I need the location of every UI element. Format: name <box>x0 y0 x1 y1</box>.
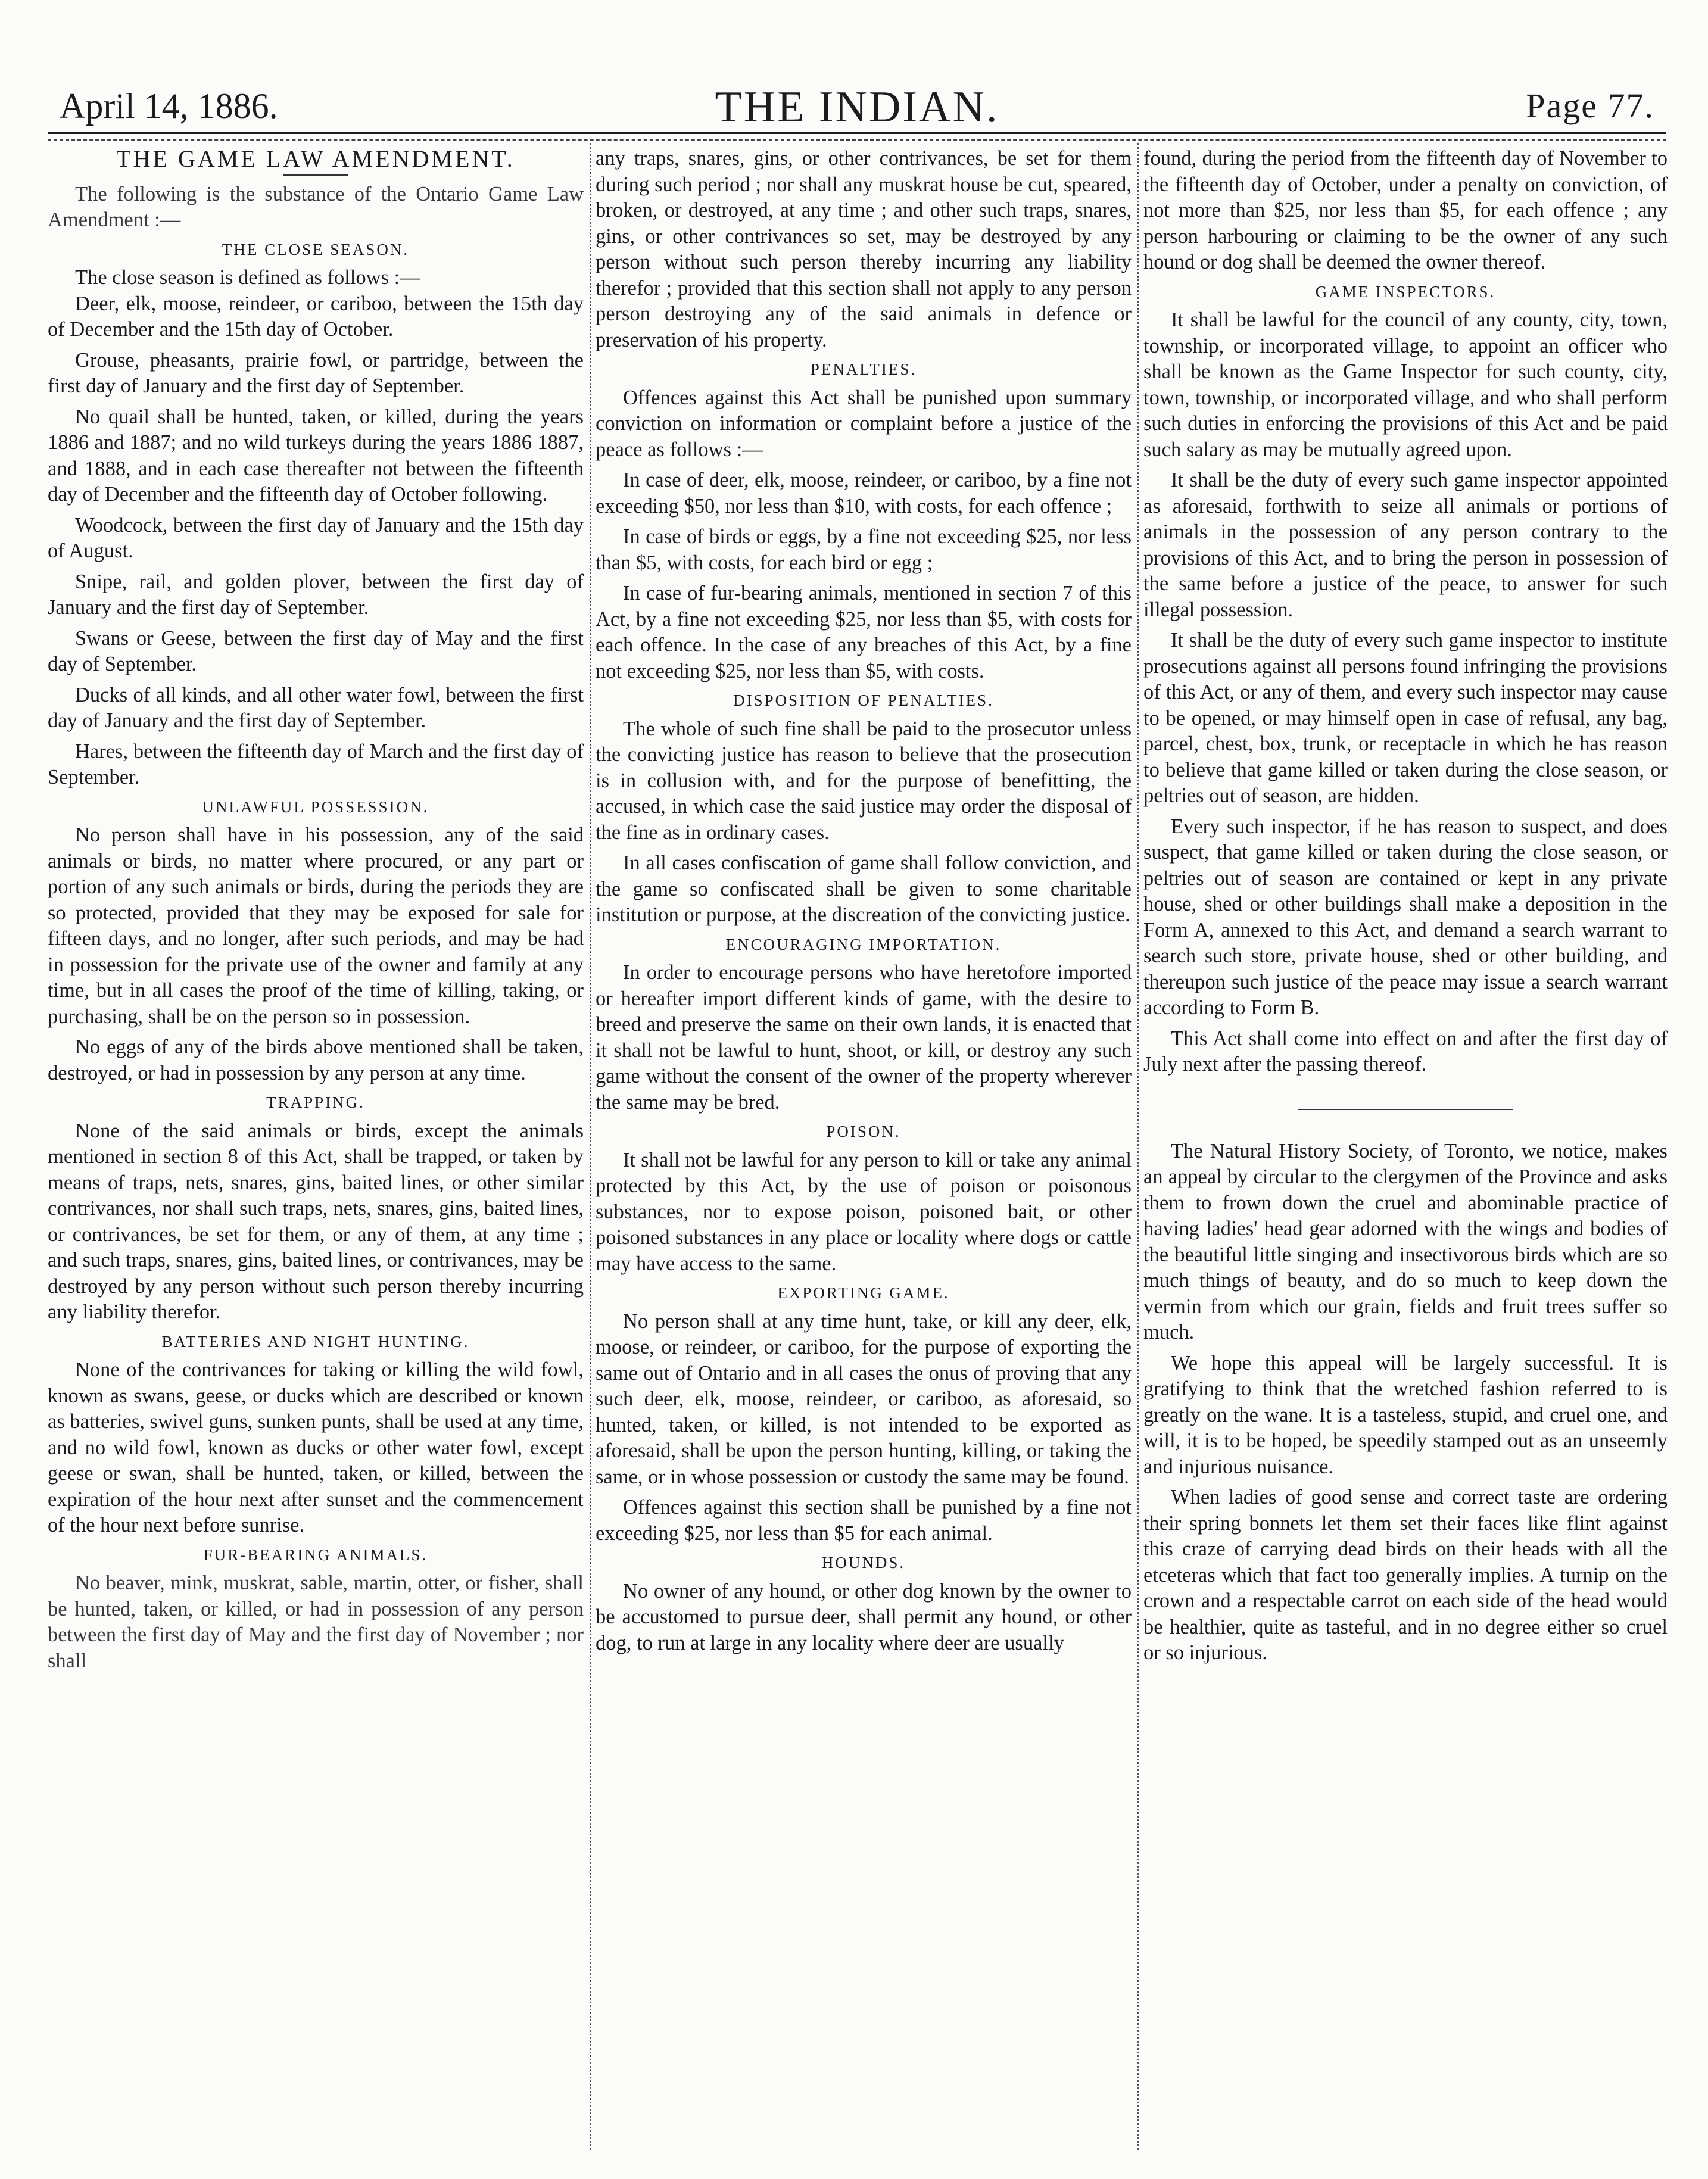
paragraph: It shall be the duty of every such game inspector appointed as aforesaid, forthwith to seize all animals or portions of animals in the possession of any person contrary to the provisions of this Act, and to bring the person in possession of the same before a justice of the peace, to answer for such illegal possession. <box>1143 469 1668 621</box>
paragraph: This Act shall come into effect on and after the first day of July next after the passing thereof. <box>1143 1027 1668 1076</box>
section-heading-inspectors: GAME INSPECTORS. <box>1315 282 1496 301</box>
section-heading-close-season: THE CLOSE SEASON. <box>222 240 410 258</box>
paragraph: None of the contrivances for taking or killing the wild fowl, known as swans, geese, or ducks which are described or known as batteries, swivel guns, sunken punts, shall be used at any time, and no wild fowl, known as ducks or other water fowl, except geese or swan, shall be hunted, taken, or killed, between the expiration of the hour next after sunset and the commencement of the hour next before sunrise. <box>48 1358 584 1536</box>
paragraph: The close season is defined as follows :— <box>75 266 420 289</box>
column-separator <box>590 143 591 2150</box>
section-heading-disposition: DISPOSITION OF PENALTIES. <box>733 691 994 709</box>
column-2 <box>596 146 1132 2129</box>
paragraph: Offences against this Act shall be punished upon summary conviction on information or complaint before a justice of the peace as follows :— <box>596 386 1132 461</box>
masthead-dotted-rule <box>48 139 1666 141</box>
paragraph: When ladies of good sense and correct taste are ordering their spring bonnets let them set their faces like flint against this craze of carrying dead birds on their heads with all the etceteras which that fact too generally implies. A turnip on the crown and a respectable carrot on each side of the head would be healthier, quite as tasteful, and in no degree either so cruel or so injurious. <box>1143 1486 1668 1664</box>
column-separator <box>1137 143 1139 2150</box>
section-heading-poison: POISON. <box>826 1123 901 1140</box>
paragraph: Woodcock, between the first day of January and the 15th day of August. <box>48 513 584 562</box>
paragraph: Ducks of all kinds, and all other water fowl, between the first day of January and the first day of September. <box>48 683 584 732</box>
paragraph: Deer, elk, moose, reindeer, or cariboo, between the 15th day of December and the 15th day of October. <box>48 292 584 341</box>
paragraph: It shall be lawful for the council of any county, city, town, township, or incorporated village, to appoint an officer who shall be known as the Game Inspector for such county, city, town, township, or incorporated village, and who shall perform such duties in enforcing the provisions of this Act and be paid such salary as may be mutually agreed upon. <box>1143 308 1668 461</box>
section-heading-fur-bearing: FUR-BEARING ANIMALS. <box>203 1545 428 1564</box>
section-heading-trapping: TRAPPING. <box>266 1093 365 1111</box>
title-rule <box>283 174 348 176</box>
paragraph: Swans or Geese, between the first day of May and the first day of September. <box>48 626 584 675</box>
paragraph: No quail shall be hunted, taken, or killed, during the years 1886 and 1887; and no wild turkeys during the years 1886 1887, and 1888, and in each case thereafter not between the fifteenth day of December and the fifteenth day of October following. <box>48 405 584 506</box>
section-heading-importation: ENCOURAGING IMPORTATION. <box>725 935 1002 953</box>
paragraph: It shall not be lawful for any person to kill or take any animal protected by this Act, by the use of poison or poisonous substances, nor to expose poison, poisoned bait, or other poisoned substances in any place or locality where dogs or cattle may have access to the same. <box>596 1148 1132 1275</box>
section-heading-unlawful-possession: UNLAWFUL POSSESSION. <box>202 797 429 816</box>
article-title: THE GAME LAW AMENDMENT. <box>116 146 515 172</box>
column-3 <box>1143 146 1668 2129</box>
masthead-rule <box>48 132 1666 134</box>
paragraph: In order to encourage persons who have heretofore imported or hereafter import different kinds of game, with the desire to breed and preserve the same on their own lands, it is enacted that it shall not be lawful to hunt, shoot, or kill, or destroy any such game without the consent of the owner of the property wherever the same may be bred. <box>596 961 1132 1114</box>
section-heading-exporting: EXPORTING GAME. <box>777 1284 950 1302</box>
paragraph-continued: found, during the period from the fifteenth day of November to the fifteenth day of October, under a penalty on conviction, of not more than $25, nor less than $5, for each offence ; any person harbouring or claiming to be the owner of any such hound or dog shall be deemed the owner thereof. <box>1143 147 1668 273</box>
paragraph: None of the said animals or birds, except the animals mentioned in section 8 of this Act, shall be trapped, or taken by means of traps, nets, snares, gins, baited lines, or other similar contrivances, nor shall such traps, nets, snares, gins, baited lines, or contrivances, be set for them, or any of them, at any time ; and such traps, snares, gins, baited lines, or contrivances, may be destroyed by any person without such person thereby incurring any liability therefor. <box>48 1119 584 1323</box>
section-heading-batteries: BATTERIES AND NIGHT HUNTING. <box>161 1332 470 1351</box>
paragraph: No eggs of any of the birds above mentioned shall be taken, destroyed, or had in possession by any person at any time. <box>48 1036 584 1084</box>
paragraph: Snipe, rail, and golden plover, between the first day of January and the first day of September. <box>48 570 584 619</box>
paragraph-continued: any traps, snares, gins, or other contrivances, be set for them during such period ; nor shall any muskrat house be cut, speared, broken, or destroyed, at any time ; and other such traps, snares, gins, or other contrivances so set, may be destroyed by any person without such person thereby incurring any liability therefor ; provided that this section shall not apply to any person person destroying any of the said animals in defence or preservation of his property. <box>596 147 1132 351</box>
masthead <box>48 82 1666 136</box>
column-1 <box>48 146 584 2129</box>
paragraph: We hope this appeal will be largely successful. It is gratifying to think that the wretched fashion referred to is greatly on the wane. It is a tasteless, stupid, and cruel one, and will, it is to be hoped, be speedily stamped out as an unseemly and injurious nuisance. <box>1143 1351 1668 1478</box>
page-number: Page 77. <box>1526 86 1654 125</box>
newspaper-title: THE INDIAN. <box>715 83 999 132</box>
paragraph: In case of fur-bearing animals, mentioned in section 7 of this Act, by a fine not exceeding $25, nor less than $5, with costs for each offence. In the case of any breaches of this Act, by a fine not exceeding $25, nor less than $5, with costs. <box>596 582 1132 682</box>
section-heading-penalties: PENALTIES. <box>810 360 917 378</box>
paragraph: Grouse, pheasants, prairie fowl, or partridge, between the first day of January and the first day of September. <box>48 348 584 397</box>
paragraph: The whole of such fine shall be paid to the prosecutor unless the convicting justice has reason to believe that the prosecution is in collusion with, and for the purpose of benefitting, the accused, in which case the said justice may order the disposal of the fine as in ordinary cases. <box>596 717 1132 844</box>
paragraph: The Natural History Society, of Toronto, we notice, makes an appeal by circular to the clergymen of the Province and asks them to frown down the cruel and abominable practice of having ladies' head gear adorned with the wings and bodies of the beautiful little singing and insectivorous birds which are so much things of beauty, and do so much to keep down the vermin from which our grain, fields and fruit trees suffer so much. <box>1143 1139 1668 1343</box>
paragraph: No person shall have in his possession, any of the said animals or birds, no matter where procured, or any part or portion of any such animals or birds, during the periods they are so protected, provided that they may be exposed for sale for fifteen days, and no longer, after such periods, and may be had in possession for the private use of the owner and family at any time, but in all cases the proof of the time of killing, taking, or purchasing, shall be on the person so in possession. <box>48 824 584 1028</box>
paragraph: No person shall at any time hunt, take, or kill any deer, elk, moose, or reindeer, or cariboo, for the purpose of exporting the same out of Ontario and in all cases the onus of proving that any such deer, elk, moose, reindeer, or cariboo, as aforesaid, so hunted, taken, or killed, is not intended to be exported as aforesaid, shall be upon the person hunting, killing, or taking the same, or in whose possession or custody the same may be found. <box>596 1310 1132 1488</box>
article-intro: The following is the substance of the Ontario Game Law Amendment :— <box>48 182 584 231</box>
paragraph: No beaver, mink, muskrat, sable, martin, otter, or fisher, shall be hunted, taken, or killed, or had in possession of any person between the first day of May and the first day of November ; nor shall <box>48 1572 584 1672</box>
paragraph: It shall be the duty of every such game inspector to institute prosecutions against all persons found infringing the provisions of this Act, or any of them, and every such inspector may cause to be opened, or may himself open in case of refusal, any bag, parcel, chest, box, trunk, or receptacle in which he has reason to believe that game killed or taken during the close season, or peltries out of season, are hidden. <box>1143 629 1668 807</box>
section-heading-hounds: HOUNDS. <box>821 1554 906 1572</box>
paragraph: In all cases confiscation of game shall follow conviction, and the game so confiscated shall be given to some charitable institution or purpose, at the discreation of the convicting justice. <box>596 852 1132 926</box>
paragraph: Hares, between the fifteenth day of March and the first day of September. <box>48 740 584 788</box>
paragraph: Offences against this section shall be punished by a fine not exceeding $25, nor less than $5 for each animal. <box>596 1496 1132 1545</box>
issue-date: April 14, 1886. <box>60 86 278 126</box>
paragraph: Every such inspector, if he has reason to suspect, and does suspect, that game killed or taken during the close season, or peltries out of season are contained or kept in any private house, shed or other buildings shall make a deposition in the Form A, annexed to this Act, and demand a search warrant to search such store, private house, shed or other building, and thereupon such justice of the peace may issue a search warrant according to Form B. <box>1143 815 1668 1019</box>
paragraph: No owner of any hound, or other dog known by the owner to be accustomed to pursue deer, shall permit any hound, or other dog, to run at large in any locality where deer are usually <box>596 1579 1132 1654</box>
paragraph: In case of birds or eggs, by a fine not exceeding $25, nor less than $5, with costs, for each bird or egg ; <box>596 525 1132 574</box>
article-separator <box>1298 1109 1513 1110</box>
paragraph: In case of deer, elk, moose, reindeer, or cariboo, by a fine not exceeding $50, nor less than $10, with costs, for each offence ; <box>596 469 1132 518</box>
